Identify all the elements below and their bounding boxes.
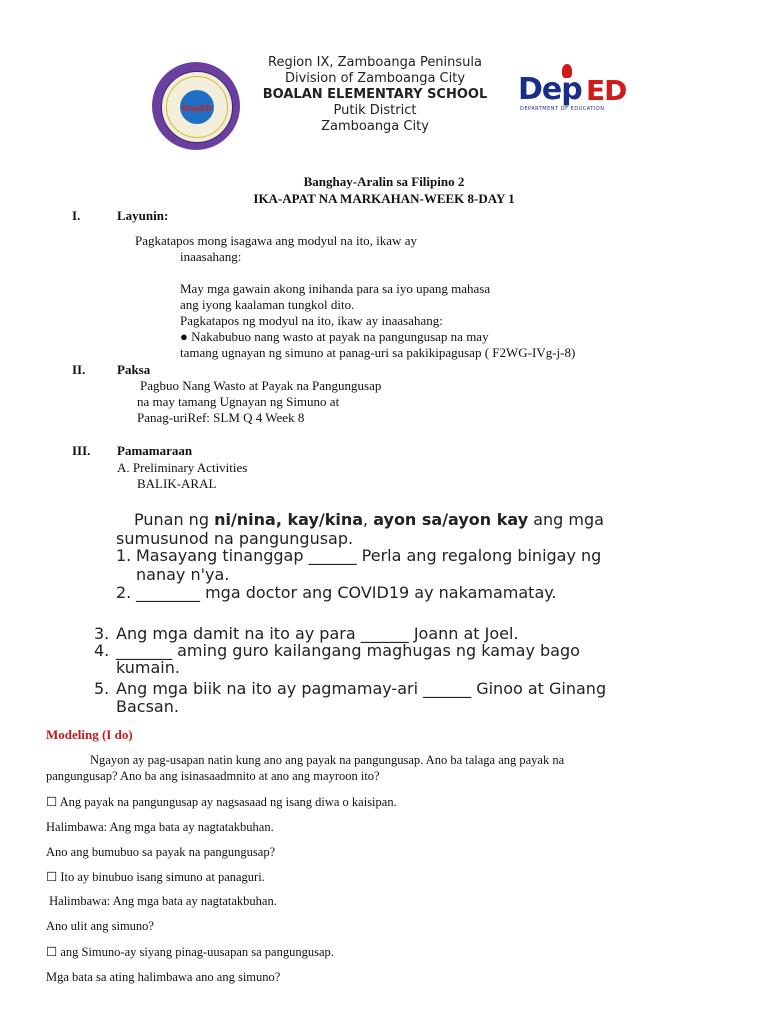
school-seal-logo — [152, 62, 240, 150]
modeling-line: ☐ Ito ay binubuo isang simuno at panaguri. — [46, 870, 265, 884]
item-number: 1. — [116, 546, 132, 565]
seal-word: DepED — [182, 104, 212, 113]
modeling-line: Ano ulit ang simuno? — [46, 919, 154, 933]
section2-l2: na may tamang Ugnayan ng Simuno at — [137, 394, 340, 409]
item-number: 5. — [94, 679, 110, 698]
section2-numeral: II. — [72, 362, 86, 377]
section1-p2b: ang iyong kaalaman tungkol dito. — [180, 297, 355, 312]
seal-inner — [161, 71, 233, 143]
intro-end: ang mga — [528, 510, 604, 529]
section2-l1: Pagbuo Nang Wasto at Payak na Pangungusap — [140, 378, 382, 393]
modeling-line: Mga bata sa ating halimbawa ano ang simuno? — [46, 970, 281, 984]
modeling-p1b: pangungusap? Ano ba ang isinasaadmnito at ano ang mayroon ito? — [46, 769, 380, 783]
keyword-ni-kay: ni/nina, kay/kina — [214, 510, 364, 529]
section3-balik: BALIK-ARAL — [137, 476, 217, 491]
section1-p2e: tamang ugnayan ng simuno at panag-uri sa pakikipagusap ( F2WG-IVg-j-8) — [180, 345, 576, 360]
section1-p1: Pagkatapos mong isagawa ang modyul na ito, ikaw ay — [135, 233, 417, 248]
modeling-line: Ano ang bumubuo sa payak na pangungusap? — [46, 845, 276, 859]
item-text: Masayang tinanggap ______ Perla ang regalong binigay ng — [136, 546, 602, 565]
modeling-p1a: Ngayon ay pag-usapan natin kung ano ang payak na pangungusap. Ano ba talaga ang payak na — [90, 753, 565, 767]
item-text-cont: nanay n'ya. — [136, 565, 230, 584]
item-number: 2. — [116, 583, 132, 602]
intro-start: Punan ng — [134, 510, 215, 529]
deped-logo — [518, 64, 640, 116]
deped-dep: Dep — [518, 72, 582, 107]
division-text: Division of Zamboanga City — [284, 71, 466, 86]
item-text: Ang mga damit na ito ay para ______ Joann at Joel. — [116, 624, 519, 643]
item-text: _______ aming guro kailangang maghugas ng kamay bago — [116, 641, 580, 660]
section1-p2c: Pagkatapos ng modyul na ito, ikaw ay inaasahang: — [180, 313, 443, 328]
section2-heading: Paksa — [117, 362, 151, 377]
section3-heading: Pamamaraan — [117, 443, 193, 458]
modeling-line: ☐ ang Simuno-ay siyang pinag-uusapan sa pangungusap. — [46, 945, 334, 959]
section1-numeral: I. — [72, 208, 81, 223]
region-text: Region IX, Zamboanga Peninsula — [268, 55, 482, 70]
deped-sub: DEPARTMENT OF EDUCATION — [520, 106, 605, 112]
item-number: 3. — [94, 624, 110, 643]
item-text: Ang mga biik na ito ay pagmamay-ari ______ Ginoo at Ginang — [116, 679, 607, 698]
district-text: Putik District — [333, 103, 417, 118]
section2-l3: Panag-uriRef: SLM Q 4 Week 8 — [137, 410, 305, 425]
section1-heading: Layunin: — [117, 208, 169, 223]
deped-ed: ED — [586, 74, 627, 107]
item-number: 4. — [94, 641, 110, 660]
item-text-cont: Bacsan. — [116, 697, 179, 716]
keyword-ayon: ayon sa/ayon kay — [373, 510, 529, 529]
exercise-intro-line2: sumusunod na pangungusap. — [116, 529, 354, 548]
city-text: Zamboanga City — [321, 119, 429, 134]
section3-numeral: III. — [72, 443, 91, 458]
item-text: ________ mga doctor ang COVID19 ay nakamamatay. — [136, 583, 557, 602]
lesson-title: Banghay-Aralin sa Filipino 2 — [303, 174, 465, 189]
exercise-intro — [134, 510, 604, 529]
school-name: BOALAN ELEMENTARY SCHOOL — [262, 87, 488, 102]
modeling-line: ☐ Ang payak na pangungusap ay nagsasaad ng isang diwa o kaisipan. — [46, 795, 397, 809]
modeling-line: Halimbawa: Ang mga bata ay nagtatakbuhan. — [46, 894, 277, 908]
section1-p2d: ● Nakabubuo nang wasto at payak na pangungusap na may — [180, 329, 489, 344]
intro-comma: , — [363, 510, 374, 529]
section1-p1b: inaasahang: — [180, 249, 242, 264]
lesson-subtitle: IKA-APAT NA MARKAHAN-WEEK 8-DAY 1 — [253, 191, 515, 206]
item-text-cont: kumain. — [116, 658, 180, 677]
modeling-heading: Modeling (I do) — [46, 727, 133, 742]
section3-a: A. Preliminary Activities — [117, 460, 248, 475]
modeling-line: Halimbawa: Ang mga bata ay nagtatakbuhan. — [46, 820, 274, 834]
section1-p2a: May mga gawain akong inihanda para sa iyo upang mahasa — [180, 281, 491, 296]
